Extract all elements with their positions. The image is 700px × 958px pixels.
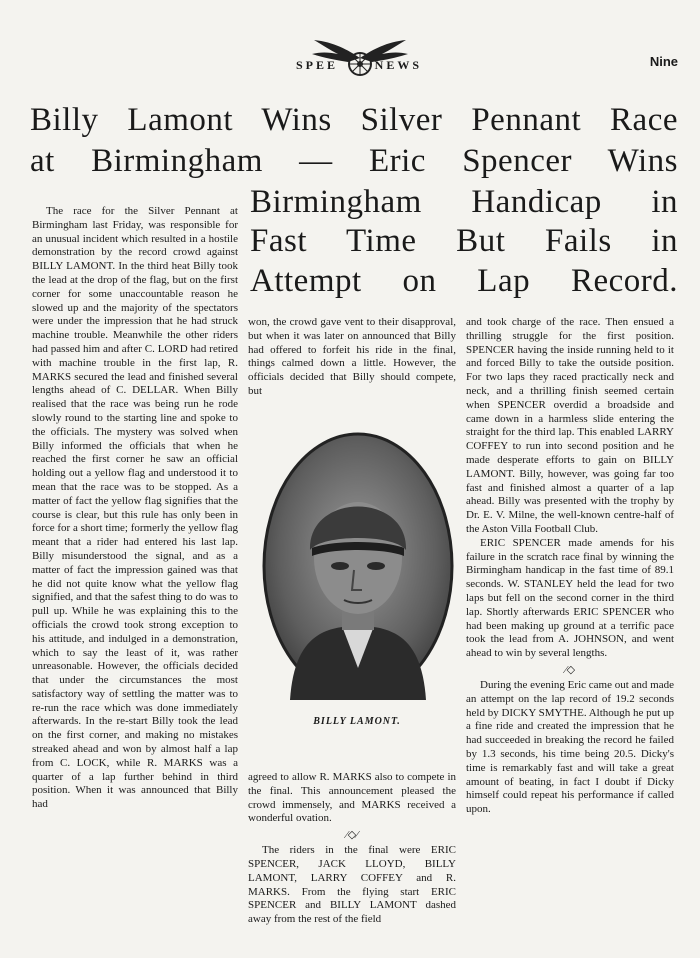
page-number: Nine xyxy=(649,54,678,69)
masthead-right: NEWS xyxy=(374,58,422,72)
article-column-2-bottom xyxy=(248,771,456,927)
column2-paragraph-a: agreed to allow R. MARKS also to compete in the final. This announcement pleased the crowd immensely, and MARKS received a wonderful ovation. xyxy=(248,771,456,825)
headline-line-5: Attempt on Lap Record. xyxy=(250,263,678,299)
column3-paragraph-3: During the evening Eric came out and made an attempt on the lap record of 19.2 seconds held by DICKY SMYTHE. Although he put up a fine ride and created the impression that he had succeeded in breaking the record he failed by 1.3 seconds, his time being 20.5. Dicky's time is remarkably fast and will take a great amount of beating, in fact I doubt if Dicky himself could repeat his performance if called upon. xyxy=(466,678,674,816)
article-column-3 xyxy=(466,316,674,817)
column1-paragraph: The race for the Silver Pennant at Birmingham last Friday, was responsible for an unusual incident which resulted in a hostile demonstration by the record crowd against BILLY LAMONT. In the third heat Billy took the lead at the drop of the flag, but on the first corner for some unaccountable reason he slowed up and the majority of the spectators were under the impression that he had struck machine trouble. Meanwhile the other riders had passed him and after C. LORD had retired with machine trouble in the first lap, R. MARKS secured the lead and finished several lengths ahead of C. DELLAR. When Billy realised that the race was being run he rode slowly round to the starting line and spoke to the officials. The mystery was solved when Billy informed the officials that when he reached the first corner he saw an official holding out a yellow flag and understood it to mean that the race was to be stopped. As a matter of fact the yellow flag signifies that the course is clear, but this rule has only been in force for a short time; formerly the yellow flag meant that a rider had entered his last lap. Billy misunderstood the signal, and as a matter of fact the impression gained was that he did not quite know what the yellow flag signified, and that the safest thing to do was to pull up. While he was explaining this to the officials the crowd took strong exception to his attitude, and indulged in a demonstration, which to say the least of it, was rather unreasonable. However, the officials decided that under the circumstances the most satisfactory way of settling the matter was to re-run the race which was done immediately afterwards. In the re-start Billy took the lead on the first corner, and making no mistakes streaked ahead and won by almost half a lap from C. LOCK, while R. MARKS was a quarter of a lap further behind in third position. When it was announced that Billy had xyxy=(32,205,238,811)
headline-line-4: Fast Time But Fails in xyxy=(250,223,678,259)
headline-line-1: Billy Lamont Wins Silver Pennant Race xyxy=(30,102,678,138)
masthead-left: SPEE xyxy=(296,58,339,72)
article-column-2-top xyxy=(248,316,456,399)
section-divider: ⁄◇⁄ xyxy=(345,829,359,842)
column3-paragraph-1: and took charge of the race. Then ensued a thrilling struggle for the first position. SPENCER having the inside running held to it and forced Billy to take the outside position. For two laps they raced practically neck and neck, and a thrilling finish seemed certain when SPENCER overdid a broadside and came down in a harmless slide entering the straight for the third lap. This enabled LARRY COFFEY to run into second position and he made desperate efforts to gain on BILLY LAMONT. Billy, however, was going far too fast and finished almost a quarter of a lap ahead. Billy was presented with the trophy by Dr. E. V. Milne, the well-known centre-half of the Aston Villa Football Club. xyxy=(466,316,674,535)
portrait-photo xyxy=(260,430,456,702)
headline-line-3: Birmingham Handicap in xyxy=(250,184,678,220)
headline-line-2: at Birmingham — Eric Spencer Wins xyxy=(30,143,678,179)
portrait-caption: BILLY LAMONT. xyxy=(313,716,401,727)
article-column-1 xyxy=(32,205,238,812)
column3-paragraph-2: ERIC SPENCER made amends for his failure in the scratch race final by winning the Birmingham handicap in the fast time of 89.1 seconds. W. STANLEY held the lead for two laps but fell on the second corner in the third lap. Shortly afterwards ERIC SPENCER who had been making up ground at a terrific pace took the lead from A. JOHNSON, and went ahead to win by several lengths. xyxy=(466,536,674,660)
masthead xyxy=(290,36,430,84)
section-divider-2: ⁄◇ xyxy=(564,663,576,676)
column2-paragraph-b: The riders in the final were ERIC SPENCER, JACK LLOYD, BILLY LAMONT, LARRY COFFEY and R. MARKS. From the flying start ERIC SPENCER and BILLY LAMONT dashed away from the rest of the field xyxy=(248,844,456,926)
column2-top-paragraph: won, the crowd gave vent to their disapproval, but when it was later on announced that Billy had offered to forfeit his ride in the final, things calmed down a little. However, the officials decided that Billy should compete, but xyxy=(248,316,456,397)
